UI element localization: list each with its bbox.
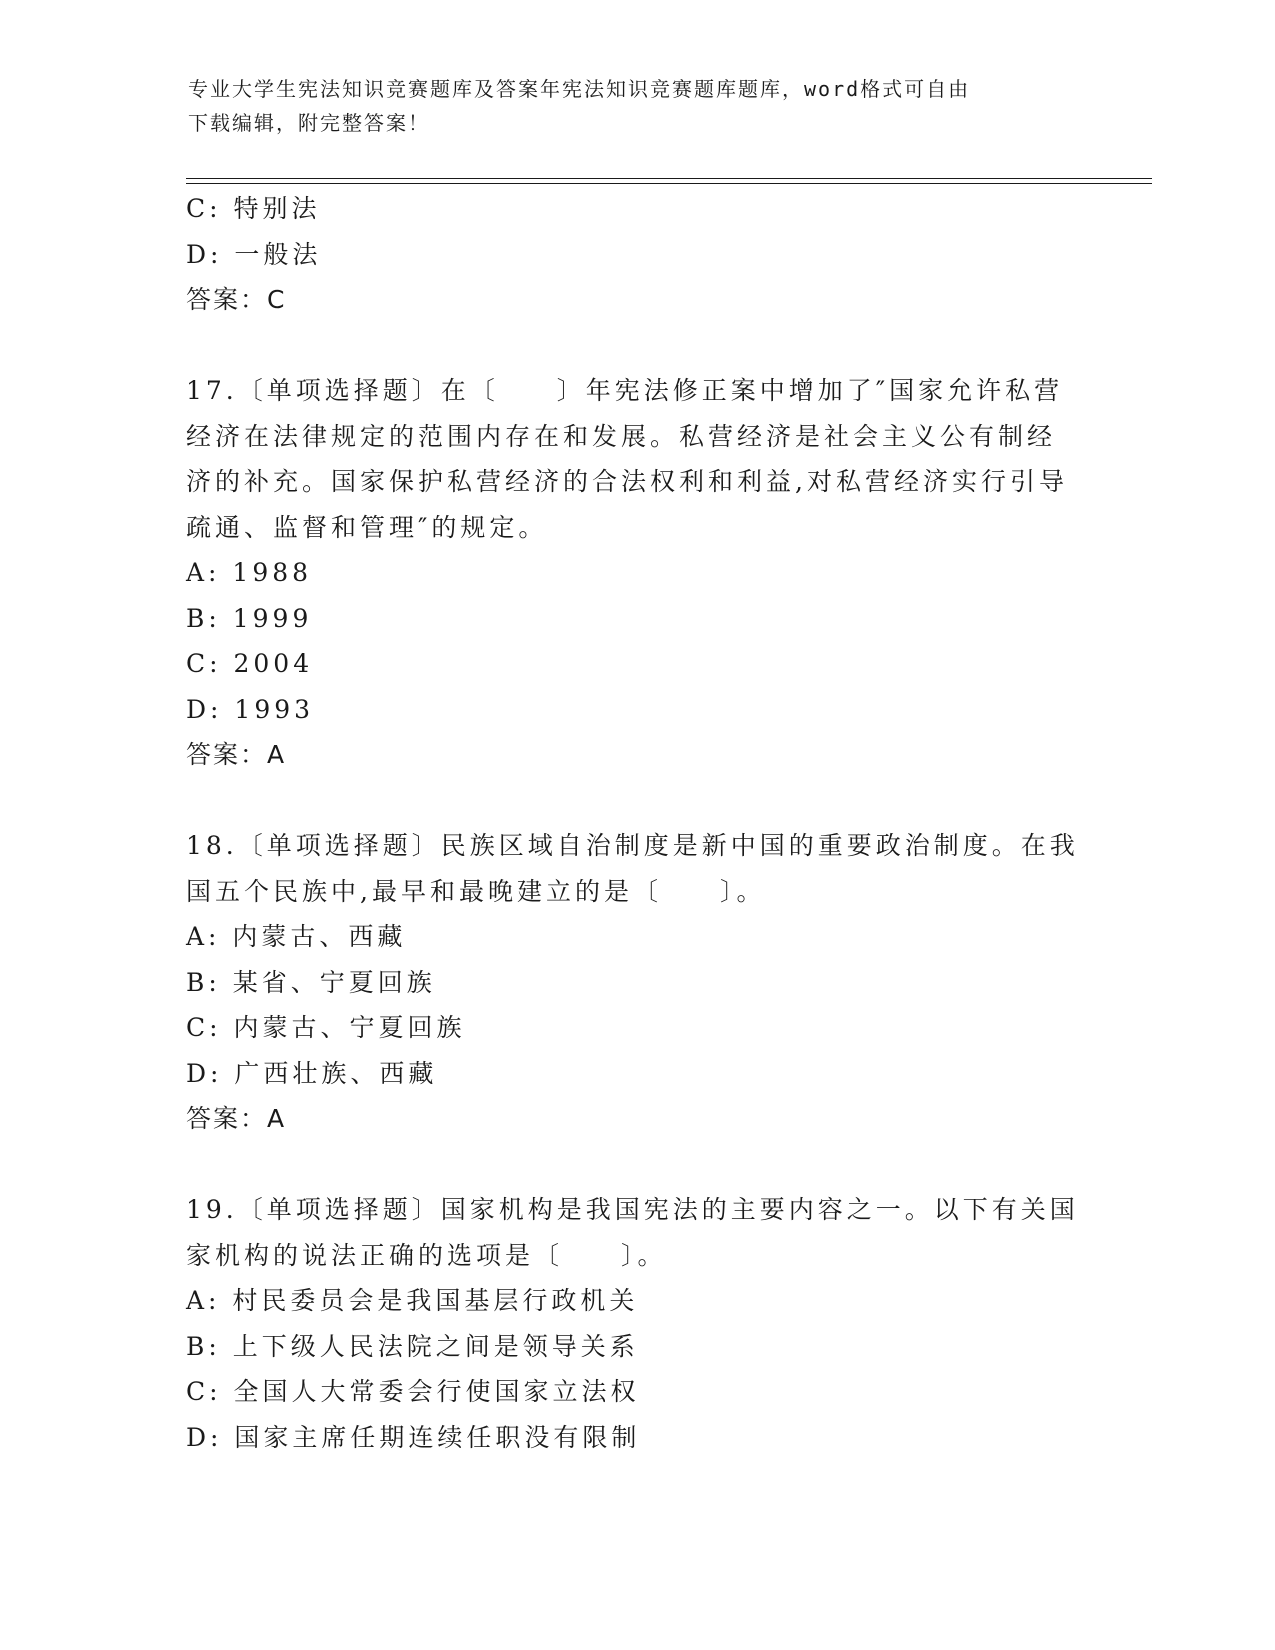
prev-question-tail (186, 186, 1086, 323)
option-d: D: 1993 (186, 694, 315, 724)
spacer (186, 1142, 1086, 1188)
stem-line: 18.〔单项选择题〕民族区域自治制度是新中国的重要政治制度。在我 (186, 831, 1079, 860)
option-b: B: 1999 (186, 603, 313, 633)
header-rule (186, 178, 1152, 184)
header-line-1: 专业大学生宪法知识竞赛题库及答案年宪法知识竞赛题库题库，word格式可自由 (188, 77, 971, 101)
stem-line: 经济在法律规定的范围内存在和发展。私营经济是社会主义公有制经 (186, 421, 1057, 451)
option-b: B: 某省、宁夏回族 (186, 967, 436, 997)
option-a: A: 村民委员会是我国基层行政机关 (186, 1286, 639, 1315)
option-d: D: 广西壮族、西藏 (186, 1058, 438, 1088)
stem-line: 家机构的说法正确的选项是〔 〕。 (186, 1240, 667, 1270)
option-a: A: 1988 (186, 558, 313, 587)
question-17 (186, 368, 1086, 778)
stem-line: 19.〔单项选择题〕国家机构是我国宪法的主要内容之一。以下有关国 (186, 1195, 1079, 1224)
option-c: C: 2004 (186, 649, 314, 678)
question-stem (186, 1187, 1086, 1278)
option-c: C: 特别法 (186, 194, 321, 223)
stem-line: 济的补充。国家保护私营经济的合法权利和利益,对私营经济实行引导 (186, 467, 1068, 496)
option-a: A: 内蒙古、西藏 (186, 922, 407, 951)
option-c: C: 全国人大常委会行使国家立法权 (186, 1377, 640, 1406)
option-d: D: 一般法 (186, 239, 322, 269)
spacer (186, 778, 1086, 824)
stem-line: 疏通、监督和管理″的规定。 (186, 512, 548, 542)
option-d: D: 国家主席任期连续任职没有限制 (186, 1422, 641, 1452)
answer: 答案：A (186, 1104, 287, 1133)
stem-line: 17.〔单项选择题〕在〔 〕年宪法修正案中增加了″国家允许私营 (186, 376, 1064, 405)
question-stem (186, 368, 1086, 550)
page-header (188, 72, 1068, 140)
option-c: C: 内蒙古、宁夏回族 (186, 1013, 466, 1042)
spacer (186, 323, 1086, 369)
stem-line: 国五个民族中,最早和最晚建立的是〔 〕。 (186, 876, 766, 906)
answer: 答案：A (186, 740, 287, 769)
header-line-2: 下载编辑，附完整答案！ (188, 111, 430, 135)
document-body (186, 186, 1086, 1460)
question-19 (186, 1187, 1086, 1460)
question-18 (186, 823, 1086, 1142)
option-b: B: 上下级人民法院之间是领导关系 (186, 1331, 639, 1361)
answer: 答案：C (186, 285, 287, 314)
question-stem (186, 823, 1086, 914)
